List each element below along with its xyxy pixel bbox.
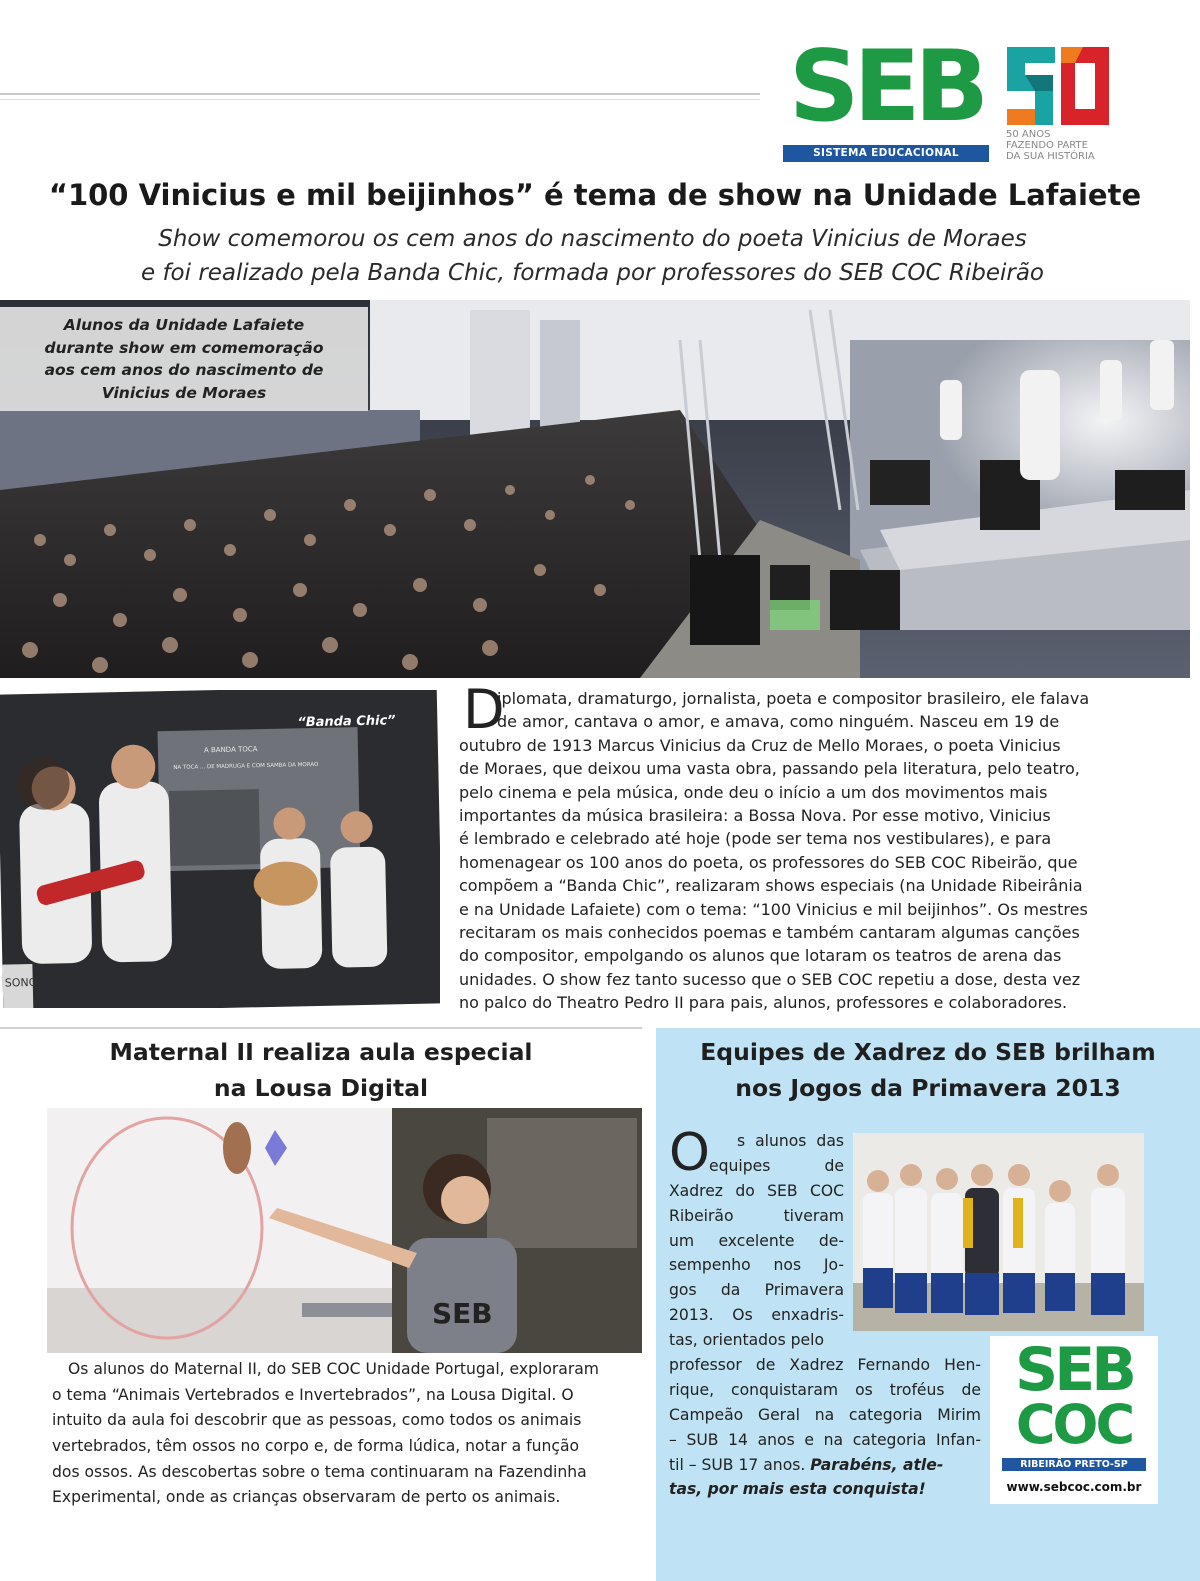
sebcoc-logo-seb: SEB <box>1015 1335 1133 1405</box>
chess-article-body <box>669 1123 981 1502</box>
header-rule <box>0 93 760 95</box>
body-line: sempenho nos Jo- <box>669 1256 844 1275</box>
maternal-title-line: Maternal II realiza aula especial <box>109 1038 533 1066</box>
body-line: gos da Primavera <box>669 1281 844 1300</box>
congrats-text: Parabéns, atle- <box>810 1455 944 1474</box>
dropcap-d: D <box>463 678 505 741</box>
fifty-caption-line: FAZENDO PARTE <box>1006 140 1088 151</box>
body-line: – SUB 14 anos e na categoria Infan- <box>669 1430 981 1449</box>
sebcoc-logo-coc: COC <box>1015 1393 1133 1456</box>
main-article-body <box>459 687 1149 1014</box>
body-text-span: til – SUB 17 anos. <box>669 1455 806 1474</box>
main-headline: “100 Vinicius e mil beijinhos” é tema de show na Unidade Lafaiete <box>48 178 1142 212</box>
fifty-years-logo <box>1003 45 1113 130</box>
maternal-article-body <box>52 1357 642 1511</box>
body-line: do compositor, empolgando os alunos que lotaram os teatros de arena das <box>459 946 1062 966</box>
seb-logo: SEB <box>788 30 984 144</box>
band-chic-caption: “Banda Chic” <box>297 713 396 731</box>
maternal-title <box>0 1034 642 1106</box>
body-line: Xadrez do SEB COC <box>669 1181 844 1200</box>
subheadline-line-2: e foi realizado pela Banda Chic, formada por professores do SEB COC Ribeirão <box>140 260 1044 286</box>
body-line: rique, conquistaram os troféus de <box>669 1380 981 1399</box>
subheadline-line-1: Show comemorou os cem anos do nascimento do poeta Vinicius de Moraes <box>158 226 1027 252</box>
caption-line: Vinicius de Moraes <box>101 383 267 402</box>
body-line: 2013. Os enxadris- <box>669 1306 844 1325</box>
body-line: Ribeirão tiveram <box>669 1206 844 1225</box>
chess-title <box>656 1034 1200 1106</box>
section-divider <box>0 1027 642 1029</box>
banner-text: SONO <box>4 975 38 990</box>
screen-text-2: NA TOCA ... DE MADRUGA E COM SAMBA DA MORAO <box>173 761 319 771</box>
sebcoc-logo <box>990 1336 1158 1504</box>
fifty-years-caption <box>1006 129 1116 162</box>
body-line: pelo cinema e pela música, onde deu o início a um dos movimentos mais <box>459 782 1048 802</box>
body-line: de amor, cantava o amor, e amava, como ninguém. Nasceu em 19 de <box>497 712 1060 732</box>
dropcap-o: O <box>669 1123 710 1183</box>
caption-line: durante show em comemoração <box>44 338 324 357</box>
body-line: s alunos das <box>737 1132 844 1150</box>
header-rule-lower <box>0 99 760 100</box>
caption-line: aos cem anos do nascimento de <box>44 361 324 379</box>
body-line: recitaram os mais conhecidos poemas e também cantaram algumas canções <box>459 922 1080 942</box>
body-line: é lembrado e celebrado até hoje (pode ser tema nos vestibulares), e para <box>459 829 1052 849</box>
body-line <box>669 1453 981 1478</box>
body-line: Campeão Geral na categoria Mirim <box>669 1405 981 1424</box>
body-line: Experimental, onde as crianças observaram de perto os animais. <box>52 1488 561 1507</box>
fifty-caption-line: DA SUA HISTÓRIA <box>1006 151 1095 162</box>
chess-title-line: nos Jogos da Primavera 2013 <box>735 1074 1121 1102</box>
body-line: de Moraes, que deixou uma vasta obra, passando pela literatura, pelo teatro, <box>459 759 1080 779</box>
body-line: vertebrados, têm ossos no corpo e, de forma lúdica, notar a função <box>52 1437 580 1456</box>
screen-text-1: A BANDA TOCA <box>203 745 258 755</box>
body-line: compõem a “Banda Chic”, realizaram shows especiais (na Unidade Ribeirânia <box>459 876 1083 896</box>
shirt-logo: SEB <box>432 1297 493 1330</box>
fifty-caption-line: 50 ANOS <box>1006 129 1051 140</box>
maternal-title-line: na Lousa Digital <box>213 1074 429 1102</box>
body-line: iplomata, dramaturgo, jornalista, poeta e compositor brasileiro, ele falava <box>497 689 1090 708</box>
body-line: Os alunos do Maternal II, do SEB COC Unidade Portugal, exploraram <box>68 1360 600 1378</box>
caption-line: Alunos da Unidade Lafaiete <box>63 316 305 334</box>
lousa-digital-photo <box>47 1108 642 1353</box>
body-line: outubro de 1913 Marcus Vinicius da Cruz de Mello Moraes, o poeta Vinicius <box>459 735 1061 755</box>
body-line: homenagear os 100 anos do poeta, os professores do SEB COC Ribeirão, que <box>459 852 1078 872</box>
body-line: no palco do Theatro Pedro II para pais, alunos, professores e colaboradores. <box>459 993 1068 1013</box>
concert-photo-caption <box>0 307 368 411</box>
body-line: importantes da música brasileira: a Bossa Nova. Por esse motivo, Vinicius <box>459 805 1051 825</box>
body-line: o tema “Animais Vertebrados e Invertebrados”, na Lousa Digital. O <box>52 1385 574 1404</box>
body-line: dos ossos. As descobertas sobre o tema continuaram na Fazendinha <box>52 1462 587 1481</box>
sebcoc-url[interactable]: www.sebcoc.com.br <box>1006 1480 1142 1494</box>
body-line: professor de Xadrez Fernando Hen- <box>669 1356 981 1375</box>
sebcoc-logo-strip: RIBEIRÃO PRETO-SP <box>1002 1458 1146 1471</box>
body-line: equipes de <box>709 1156 844 1175</box>
body-line: unidades. O show fez tanto sucesso que o SEB COC repetiu a dose, desta vez <box>459 969 1081 989</box>
body-line: intuito da aula foi descobrir que as pessoas, como todos os animais <box>52 1411 582 1430</box>
body-line: um excelente de- <box>669 1231 844 1250</box>
seb-logo-strip: SISTEMA EDUCACIONAL BRASILEIRO <box>783 145 989 162</box>
body-line: tas, orientados pelo <box>669 1331 825 1350</box>
congrats-text-last: tas, por mais esta conquista! <box>669 1480 926 1499</box>
body-line: e na Unidade Lafaiete) com o tema: “100 Vinicius e mil beijinhos”. Os mestres <box>459 899 1088 919</box>
band-chic-photo <box>0 690 440 1008</box>
chess-title-line: Equipes de Xadrez do SEB brilham <box>700 1038 1156 1066</box>
